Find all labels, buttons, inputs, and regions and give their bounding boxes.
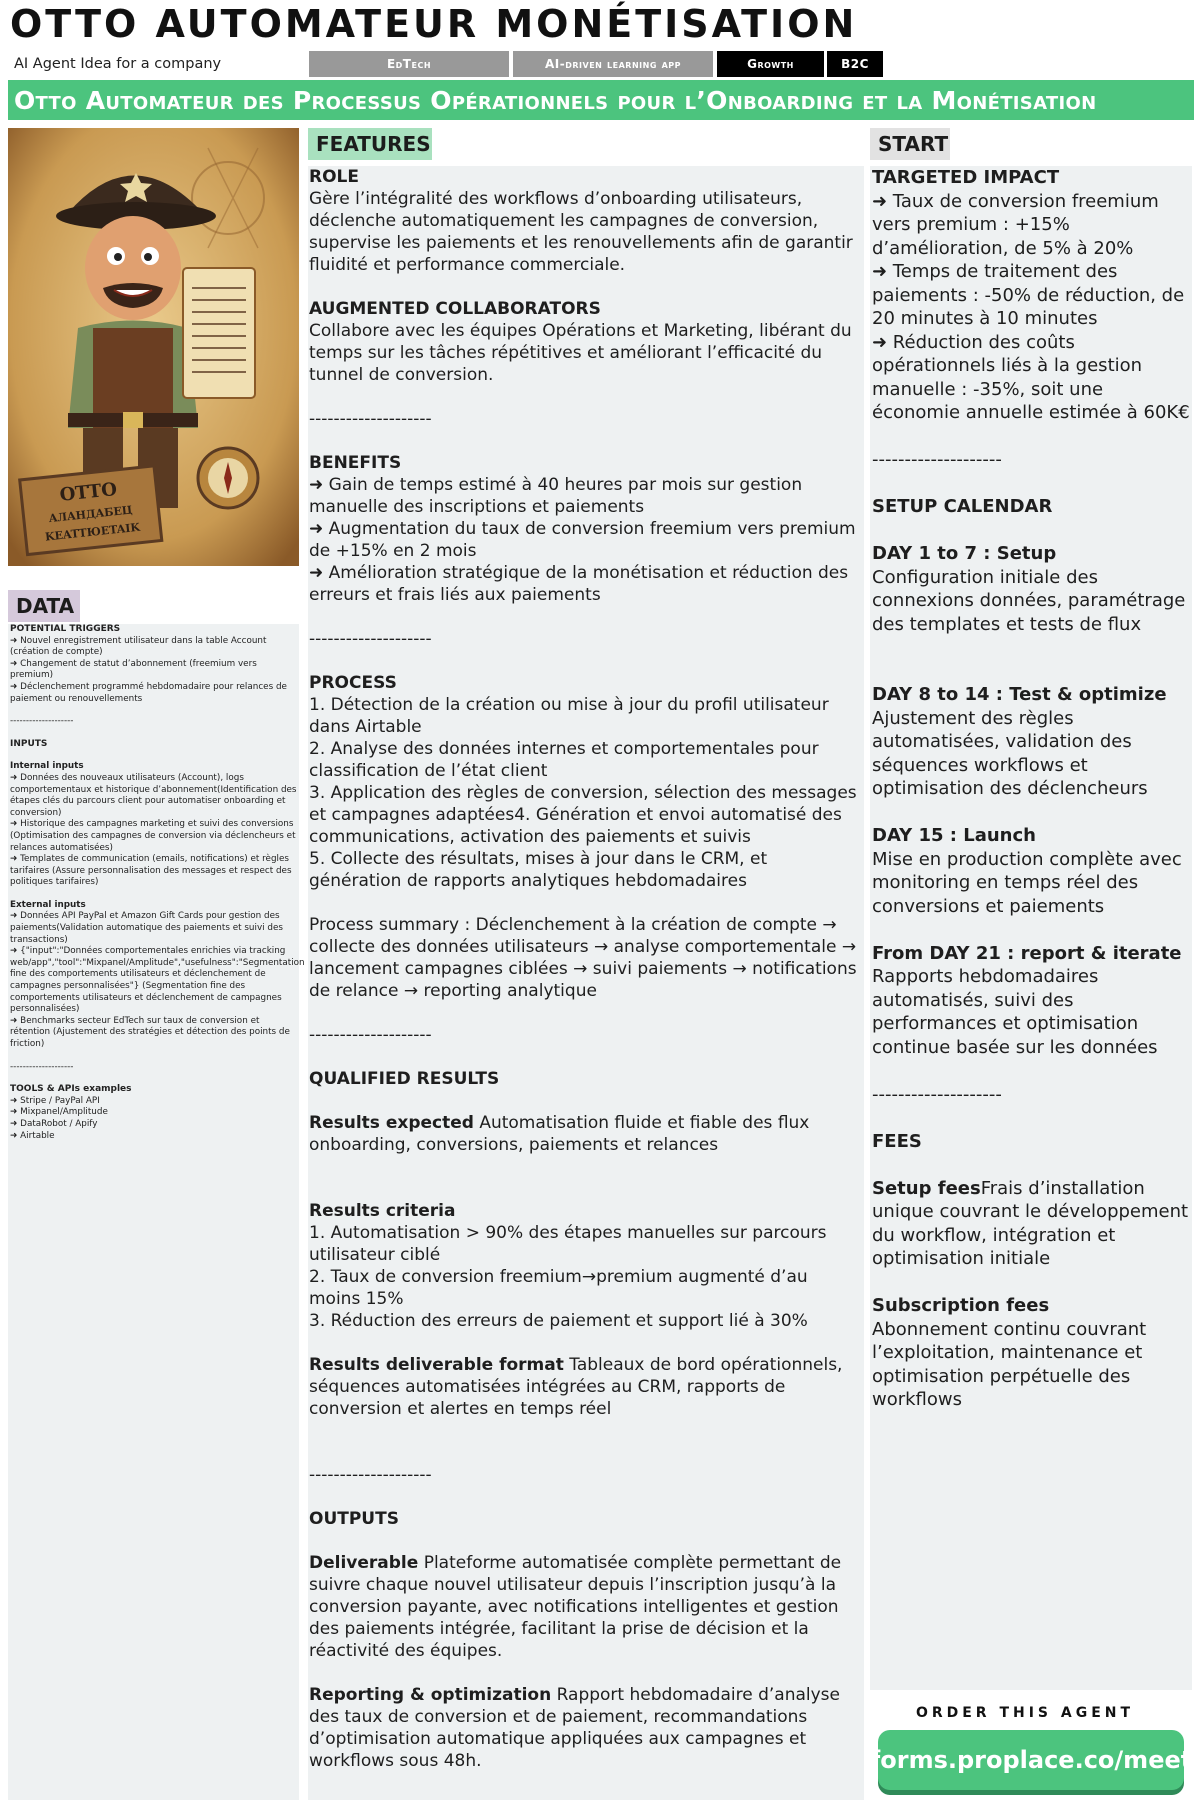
- process-step: 1. Détection de la création ou mise à jour du profil utilisateur dans Airtable: [309, 695, 829, 737]
- deliverable: [309, 1552, 864, 1662]
- fees-title: FEES: [872, 1130, 922, 1152]
- separator: --------------------: [309, 629, 432, 649]
- inputs-title: INPUTS: [10, 738, 48, 749]
- results-expected-label: Results expected: [309, 1113, 474, 1133]
- process-summary: Process summary : Déclenchement à la création de compte → collecte des données utilisateurs → analyse comportementale → lancement campagnes ciblées → suivi paiements → notifications de relance → reporting analytique: [309, 915, 857, 1001]
- day1-label: DAY 1 to 7 : Setup: [872, 543, 1057, 564]
- outputs-title: OUTPUTS: [309, 1509, 399, 1529]
- impact-item: ➜ Réduction des coûts opérationnels liés à la gestion manuelle : -35%, soit une économie annuelle estimée à 60K€: [872, 331, 1190, 423]
- subscription-fees-label: Subscription fees: [872, 1295, 1050, 1316]
- benefits-title: BENEFITS: [309, 453, 402, 473]
- tag-b2c: B2C: [827, 51, 883, 77]
- tag-growth: Growth: [717, 51, 824, 77]
- separator: --------------------: [872, 1083, 1002, 1105]
- results-criteria-label: Results criteria: [309, 1201, 456, 1221]
- benefit-item: ➜ Gain de temps estimé à 40 heures par mois sur gestion manuelle des inscriptions et paiements: [309, 475, 803, 517]
- triggers-title: POTENTIAL TRIGGERS: [10, 624, 121, 634]
- external-input-item: ➜ Benchmarks secteur EdTech sur taux de conversion et rétention (Ajustement des stratégies et détection des points de friction): [10, 1015, 290, 1049]
- role-text: Gère l’intégralité des workflows d’onboarding utilisateurs, déclenche automatiquement les campagnes de conversion, supervise les paiements et les renouvellements afin de garantir fluidité et performance commerciale.: [309, 189, 853, 275]
- day8-label: DAY 8 to 14 : Test & optimize: [872, 684, 1167, 705]
- day15-label: DAY 15 : Launch: [872, 825, 1036, 846]
- results-format-label: Results deliverable format: [309, 1355, 564, 1375]
- external-inputs-title: External inputs: [10, 899, 86, 910]
- criteria-item: 3. Réduction des erreurs de paiement et support lié à 30%: [309, 1311, 808, 1331]
- separator: --------------------: [872, 449, 1002, 470]
- internal-inputs-title: Internal inputs: [10, 761, 84, 772]
- collaborators-title: AUGMENTED COLLABORATORS: [309, 299, 601, 319]
- calendar-title: SETUP CALENDAR: [872, 496, 1053, 517]
- trigger-item: ➜ Déclenchement programmé hebdomadaire pour relances de paiement ou renouvellements: [10, 681, 287, 704]
- order-label: ORDER THIS AGENT: [915, 1705, 1135, 1721]
- collaborators-text: Collabore avec les équipes Opérations et Marketing, libérant du temps sur les tâches répétitives et améliorant l’efficacité du tunnel de conversion.: [309, 321, 852, 385]
- results-format-text: Tableaux de bord opérationnels, séquences automatisées intégrées au CRM, rapports de conversion et alertes en temps réel: [309, 1355, 843, 1419]
- process-step: 5. Collecte des résultats, mises à jour dans le CRM, et génération de rapports analytiques hebdomadaires: [309, 849, 768, 891]
- pirate-robot-illustration: [8, 128, 299, 566]
- data-column: [8, 624, 305, 1800]
- day1-text: Configuration initiale des connexions données, paramétrage des templates et tests de flux: [872, 566, 1186, 635]
- internal-input-item: ➜ Templates de communication (emails, notifications) et règles tarifaires (Assure personnalisation des messages et respect des politiques tarifaires): [10, 854, 292, 888]
- process-step: 3. Application des règles de conversion, sélection des messages et campagnes adaptées4. Génération et envoi automatisé des communications, activation des paiements et suivis: [309, 783, 857, 847]
- external-input-item: ➜ {"input":"Données comportementales enrichies via tracking web/app","tool":"Mixpanel/Amplitude","usefulness":"Segmentation fine des comportements utilisateurs et déclenchement de campagnes personnalisées"} (Segmentation fine des comportements utilisateurs et déclenchement de campagnes personnalisées): [10, 946, 305, 1015]
- separator: --------------------: [309, 1465, 432, 1485]
- setup-fees-text: Frais d’installation unique couvrant le développement du workflow, intégration et optimisation initiale: [872, 1177, 1189, 1269]
- separator: --------------------: [10, 1061, 74, 1072]
- separator: --------------------: [10, 716, 74, 727]
- order-link-button[interactable]: forms.proplace.co/meet: [878, 1730, 1184, 1790]
- day21-label: From DAY 21 : report & iterate: [872, 942, 1182, 964]
- sign-text-line-2: AЛAHДAБEЦ: [48, 503, 134, 526]
- banner-title: Otto Automateur des Processus Opérationnels pour l’Onboarding et la Monétisation: [8, 80, 1194, 120]
- impact-item: ➜ Temps de traitement des paiements : -50% de réduction, de 20 minutes à 10 minutes: [872, 261, 1185, 329]
- reporting: [309, 1684, 864, 1772]
- setup-fees-label: Setup fees: [872, 1177, 981, 1199]
- tool-item: ➜ DataRobot / Apify: [10, 1118, 98, 1129]
- criteria-item: 1. Automatisation > 90% des étapes manuelles sur parcours utilisateur ciblé: [309, 1223, 827, 1265]
- separator: --------------------: [309, 409, 432, 429]
- features-column: [308, 166, 864, 1800]
- data-heading: DATA: [8, 590, 80, 622]
- setup-fees: [872, 1177, 1192, 1271]
- impact-item: ➜ Taux de conversion freemium vers premium : +15% d’amélioration, de 5% à 20%: [872, 190, 1159, 259]
- sign-text-line-1: OTTO: [58, 478, 119, 506]
- tool-item: ➜ Stripe / PayPal API: [10, 1095, 100, 1106]
- results-expected-text: Automatisation fluide et fiable des flux onboarding, conversions, paiements et relances: [309, 1113, 810, 1155]
- process-title: PROCESS: [309, 673, 397, 693]
- separator: --------------------: [309, 1025, 432, 1045]
- page-title: OTTO AUTOMATEUR MONÉTISATION: [10, 2, 858, 46]
- page-subtitle: AI Agent Idea for a company: [14, 56, 222, 72]
- deliverable-text: Plateforme automatisée complète permettant de suivre chaque nouvel utilisateur depuis l’inscription jusqu’à la conversion payante, avec notifications intelligentes et gestion des paiements intégrée, facilitant la prise de décision et la réactivité des équipes.: [309, 1553, 842, 1661]
- start-heading: START: [870, 128, 950, 160]
- tool-item: ➜ Mixpanel/Amplitude: [10, 1107, 108, 1118]
- results-format: [309, 1354, 864, 1420]
- criteria-item: 2. Taux de conversion freemium→premium augmenté d’au moins 15%: [309, 1267, 808, 1309]
- process-step: 2. Analyse des données internes et comportementales pour classification de l’état client: [309, 739, 819, 781]
- trigger-item: ➜ Nouvel enregistrement utilisateur dans la table Account (création de compte): [10, 635, 267, 658]
- deliverable-label: Deliverable: [309, 1553, 419, 1573]
- role-title: ROLE: [309, 167, 359, 187]
- reporting-label: Reporting & optimization: [309, 1685, 552, 1705]
- tool-item: ➜ Airtable: [10, 1130, 55, 1141]
- day21-text: Rapports hebdomadaires automatisés, suivi des performances et optimisation continue basée sur les données: [872, 966, 1158, 1058]
- tag-learning-app: AI-driven learning app: [513, 51, 713, 77]
- day15-text: Mise en production complète avec monitoring en temps réel des conversions et paiements: [872, 848, 1182, 917]
- impact-title: TARGETED IMPACT: [872, 167, 1060, 188]
- results-expected: [309, 1112, 864, 1156]
- external-input-item: ➜ Données API PayPal et Amazon Gift Cards pour gestion des paiements(Validation automatique des paiements et suivi des transactions): [10, 911, 283, 945]
- sign-text-line-3: KEATTЮETAIK: [44, 520, 141, 544]
- start-column: [870, 166, 1192, 1690]
- trigger-item: ➜ Changement de statut d’abonnement (freemium vers premium): [10, 658, 257, 681]
- tag-edtech: EdTech: [309, 51, 509, 77]
- benefit-item: ➜ Augmentation du taux de conversion freemium vers premium de +15% en 2 mois: [309, 519, 856, 561]
- reporting-text: Rapport hebdomadaire d’analyse des taux de conversion et de paiement, recommandations d’optimisation automatique appliquées aux campagnes et workflows sous 48h.: [309, 1685, 840, 1771]
- features-heading: FEATURES: [308, 128, 432, 160]
- subscription-fees-text: Abonnement continu couvrant l’exploitation, maintenance et optimisation perpétuelle des workflows: [872, 1318, 1147, 1410]
- internal-input-item: ➜ Historique des campagnes marketing et suivi des conversions (Optimisation des campagnes de conversion via déclencheurs et relances automatisées): [10, 819, 296, 853]
- tools-title: TOOLS & APIs examples: [10, 1084, 132, 1095]
- day8-text: Ajustement des règles automatisées, validation des séquences workflows et optimisation des déclencheurs: [872, 707, 1148, 799]
- benefit-item: ➜ Amélioration stratégique de la monétisation et réduction des erreurs et frais liés aux paiements: [309, 563, 849, 605]
- internal-input-item: ➜ Données des nouveaux utilisateurs (Account), logs comportementaux et historique d’abonnement(Identification des étapes clés du parcours client pour automatiser onboarding et conversion): [10, 772, 297, 818]
- results-title: QUALIFIED RESULTS: [309, 1069, 500, 1089]
